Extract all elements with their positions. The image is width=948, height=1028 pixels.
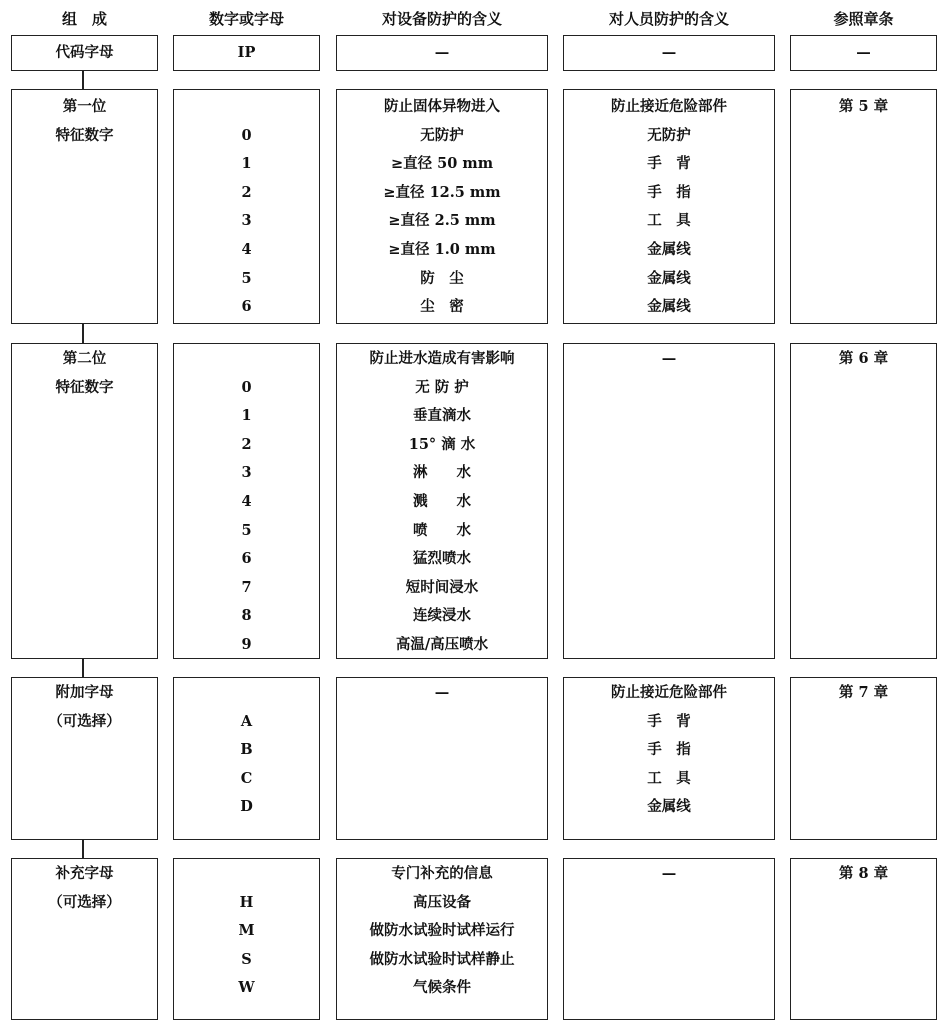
personnel-cell: 无防护 — [647, 126, 691, 144]
equipment-cell: — — [434, 684, 450, 701]
header-personnel-meaning: 对人员防护的含义 — [608, 10, 729, 28]
equipment-cell: 高压设备 — [413, 893, 471, 911]
personnel-cell: 金属线 — [647, 298, 691, 316]
second-numeral-equipment — [336, 345, 548, 660]
symbol-cell: 4 — [241, 492, 252, 510]
second-numeral-personnel — [563, 345, 775, 374]
symbol-cell — [173, 93, 320, 122]
equipment-cell: 做防水试验时试样运行 — [369, 922, 515, 940]
symbol-cell: 0 — [241, 126, 252, 144]
equipment-cell: 防 尘 — [420, 269, 464, 287]
symbol-cell: D — [240, 798, 253, 816]
equipment-cell: 无 防 护 — [415, 378, 469, 396]
symbol-cell — [173, 345, 320, 374]
symbol-cell: 1 — [241, 155, 252, 173]
connector-line — [82, 324, 84, 343]
code-row-equipment: — — [434, 44, 450, 61]
component-line: 第二位 — [62, 350, 107, 367]
symbol-cell: 9 — [241, 635, 252, 653]
reference-cell: 第 6 章 — [838, 350, 889, 367]
personnel-cell: 工 具 — [647, 769, 691, 787]
equipment-cell: 尘 密 — [420, 298, 464, 316]
symbol-cell: 8 — [241, 607, 252, 625]
equipment-cell: 淋 水 — [413, 464, 471, 482]
equipment-cell: 无防护 — [420, 126, 464, 144]
header-equipment-meaning: 对设备防护的含义 — [381, 10, 502, 28]
equipment-cell: 防止固体异物进入 — [384, 98, 500, 115]
second-numeral-reference-box — [790, 343, 937, 659]
reference-cell: 第 5 章 — [838, 98, 889, 115]
equipment-cell: 做防水试验时试样静止 — [369, 950, 515, 968]
component-line: 特征数字 — [55, 378, 114, 396]
personnel-cell: — — [661, 350, 677, 367]
equipment-cell: 喷 水 — [413, 521, 471, 539]
equipment-cell: 猛烈喷水 — [413, 550, 471, 568]
symbol-cell: 7 — [241, 578, 252, 596]
reference-cell: 第 8 章 — [838, 865, 889, 882]
symbol-cell: 6 — [241, 298, 252, 316]
symbol-cell: H — [239, 893, 254, 911]
supplementary-letter-component — [11, 860, 158, 917]
symbol-cell: 2 — [241, 435, 252, 453]
component-line: 第一位 — [62, 98, 107, 115]
symbol-cell: 3 — [241, 212, 252, 230]
component-line: （可选择） — [48, 893, 121, 911]
code-row-component: 代码字母 — [55, 44, 114, 61]
symbol-cell: 1 — [241, 407, 252, 425]
equipment-cell: 15° 滴 水 — [408, 435, 476, 453]
reference-cell: 第 7 章 — [838, 684, 889, 701]
symbol-cell: C — [240, 769, 253, 787]
code-row-symbol: IP — [237, 44, 256, 61]
first-numeral-component — [11, 93, 158, 150]
additional-letter-symbols — [173, 679, 320, 822]
first-numeral-personnel — [563, 93, 775, 322]
personnel-cell: 金属线 — [647, 240, 691, 258]
symbol-cell: W — [238, 979, 255, 997]
equipment-cell: 连续浸水 — [413, 607, 471, 625]
equipment-cell: ≥直径 2.5 mm — [388, 212, 496, 230]
equipment-cell: 气候条件 — [413, 979, 471, 997]
equipment-cell: 垂直滴水 — [413, 407, 471, 425]
header-reference: 参照章条 — [833, 10, 894, 28]
component-line: （可选择） — [48, 712, 121, 730]
supplementary-letter-equipment — [336, 860, 548, 1003]
equipment-cell: 溅 水 — [413, 492, 471, 510]
second-numeral-component — [11, 345, 158, 402]
symbol-cell: S — [241, 950, 252, 968]
supplementary-letter-symbols — [173, 860, 320, 1003]
equipment-cell: ≥直径 1.0 mm — [388, 240, 496, 258]
personnel-cell: 手 背 — [647, 712, 691, 730]
symbol-cell: 5 — [241, 521, 252, 539]
component-line: 附加字母 — [55, 684, 114, 701]
component-line: 补充字母 — [55, 865, 114, 882]
connector-line — [82, 840, 84, 858]
connector-line — [82, 659, 84, 677]
symbol-cell: 4 — [241, 240, 252, 258]
first-numeral-reference-box — [790, 89, 937, 324]
symbol-cell — [173, 679, 320, 708]
second-numeral-symbols — [173, 345, 320, 660]
first-numeral-reference — [790, 93, 937, 122]
personnel-cell: 手 指 — [647, 741, 691, 759]
symbol-cell: A — [240, 712, 253, 730]
second-numeral-reference — [790, 345, 937, 374]
personnel-cell: 工 具 — [647, 212, 691, 230]
header-symbol: 数字或字母 — [208, 10, 284, 28]
symbol-cell: M — [238, 922, 255, 940]
personnel-cell: — — [661, 865, 677, 882]
code-row-reference: — — [856, 44, 871, 61]
personnel-cell: 防止接近危险部件 — [611, 98, 727, 115]
additional-letter-reference — [790, 679, 937, 708]
personnel-cell: 防止接近危险部件 — [611, 684, 727, 701]
code-row-personnel: — — [661, 44, 677, 61]
symbol-cell: B — [240, 741, 253, 759]
header-component: 组 成 — [61, 10, 107, 28]
additional-letter-equipment — [336, 679, 548, 708]
symbol-cell: 3 — [241, 464, 252, 482]
personnel-cell: 金属线 — [647, 269, 691, 287]
equipment-cell: ≥直径 12.5 mm — [383, 183, 501, 201]
equipment-cell: 专门补充的信息 — [391, 865, 493, 882]
symbol-cell: 0 — [241, 378, 252, 396]
first-numeral-equipment — [336, 93, 548, 322]
equipment-cell: ≥直径 50 mm — [390, 155, 494, 173]
personnel-cell: 手 背 — [647, 155, 691, 173]
first-numeral-symbols — [173, 93, 320, 322]
symbol-cell: 5 — [241, 269, 252, 287]
symbol-cell — [173, 860, 320, 889]
equipment-cell: 高温/高压喷水 — [395, 635, 489, 653]
symbol-cell: 2 — [241, 183, 252, 201]
symbol-cell: 6 — [241, 550, 252, 568]
personnel-cell: 金属线 — [647, 798, 691, 816]
supplementary-letter-reference — [790, 860, 937, 889]
equipment-cell: 防止进水造成有害影响 — [369, 350, 515, 367]
additional-letter-component — [11, 679, 158, 736]
equipment-cell: 短时间浸水 — [405, 578, 479, 596]
supplementary-letter-personnel — [563, 860, 775, 889]
additional-letter-personnel — [563, 679, 775, 822]
second-numeral-personnel-box — [563, 343, 775, 659]
component-line: 特征数字 — [55, 126, 114, 144]
connector-line — [82, 71, 84, 89]
personnel-cell: 手 指 — [647, 183, 691, 201]
